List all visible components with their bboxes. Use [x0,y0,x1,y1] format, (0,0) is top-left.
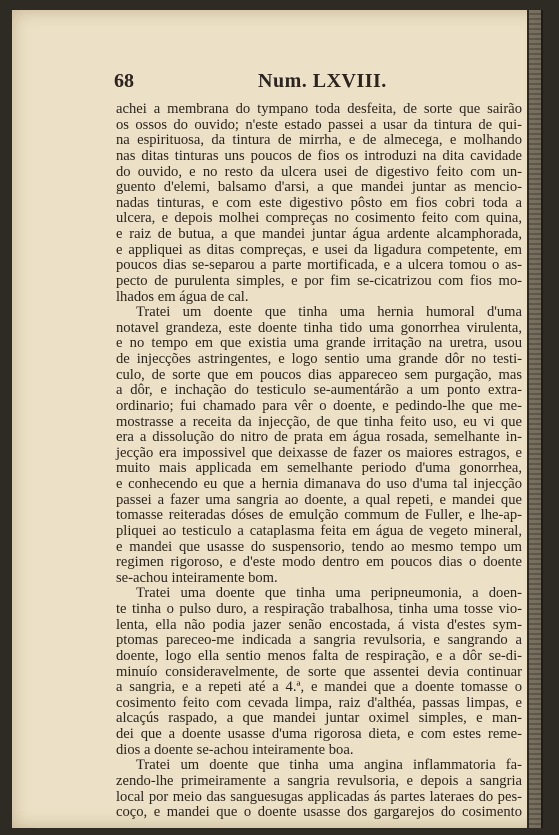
text-line: ordinario; fui chamado para vêr o doente, e pedindo-lhe que me- [116,397,522,414]
text-line: te tinha o pulso duro, a respiração trabalhosa, tinha uma tosse vio- [116,601,522,617]
book-page [12,10,543,828]
text-line: e appliquei as ditas compreças, e usei da ligadura competente, em [116,241,522,258]
text-line: passei a fazer uma sangria ao doente, a qual repeti, e mandei que [116,491,522,508]
page-number: 68 [114,70,134,92]
text-line: pliquei ao testiculo a cataplasma feita em água de vegeto mineral, [116,522,522,539]
paragraph [116,758,522,821]
text-line: a sangria, e a repeti até a 4.ª, e mandei que a doente tomasse o [116,679,522,696]
running-head: Num. LXVIII. [258,70,387,92]
text-line: de injecções astringentes, e logo sentio uma grande dôr no testi- [116,351,522,367]
text-line: mostrasse a receita da injecção, de que tinha feito uso, eu vi que [116,413,522,430]
text-line: lenta, ella não podia jazer senão encostada, á vista d'estes sym- [116,616,522,633]
text-line: notavel grandeza, este doente tinha tido uma gonorrhea virulenta, [116,319,522,336]
text-line: culo, de sorte que em poucos dias appareceo sem purgação, mas [116,366,522,383]
text-line: minuío consideravelmente, de sorte que assentei devia continuar [116,663,522,680]
page-header [114,70,414,100]
text-line: alcaçús raspado, a que mandei juntar oximel simples, e man- [116,710,522,727]
text-line: regimen rigoroso, e d'este modo dentro em poucos dias o doente [116,554,522,571]
text-line: ptomas pareceo-me indicada a sangria revulsoria, e sangrando a [116,632,522,649]
text-line: achei a membrana do tympano toda desfeita, de sorte que sairão [116,101,522,117]
text-line: na espirituosa, da tintura de mirrha, e de almecega, e molhando [116,132,522,149]
text-line: lhados em água de cal. [116,288,249,305]
text-line: a dôr, e inchação do testiculo se-aumentárão a um ponto extra- [116,382,522,399]
paragraph [116,305,522,586]
text-line: se-achou inteiramente bom. [116,569,278,586]
text-line: local por meio das sanguesugas applicadas ás partes lateraes do pes- [116,788,522,805]
text-line: e no tempo em que existia uma grande irritação na uretra, usou [116,335,522,352]
text-line: jecção era impossivel que deixasse de fazer os maiores estragos, e [116,444,522,461]
text-line: muito mais applicada em semelhante periodo d'uma gonorrhea, [116,460,522,477]
text-line: e mandei que usasse do suspensorio, tendo ao mesmo tempo um [116,538,522,555]
text-line: pecto de purulenta simples, e por fim se-cicatrizou com fios mo- [116,272,522,289]
text-line: tomasse reiteradas dóses de emulção commum de Fuller, e lhe-ap- [116,507,522,524]
paragraph [116,586,522,758]
text-line: Tratei um doente que tinha uma angina inflammatoria fa- [136,757,522,774]
text-line: guento d'elemi, balsamo d'arsi, a que mandei juntar as mencio- [116,179,522,196]
text-line: Tratei um doente que tinha uma hernia humoral d'uma [136,304,522,321]
text-line: do ouvido, e no resto da ulcera usei de digestivo feito com un- [116,163,522,180]
text-line: doente, logo ella sentio menos falta de respiração, e a dôr se-di- [116,647,522,664]
paragraph [116,102,522,305]
text-line: dios a doente se-achou inteiramente boa. [116,741,354,758]
text-line: ulcera, e depois molhei compreças no cosimento feito com quina, [116,210,522,227]
body-text [116,102,522,821]
text-line: e conhecendo eu que a hernia dimanava do uso d'uma tal injecção [116,476,522,492]
text-line: cosimento feito com cevada limpa, raiz d'althéa, passas limpas, e [116,694,522,711]
text-line: coço, e mandei que o doente usasse dos gargarejos do cosimento [116,804,522,821]
page-edge-strip [529,10,541,828]
text-line: os ossos do ouvido; n'este estado passei a usar da tintura de qui- [116,116,522,133]
text-line: era a dissolução do nitro de prata em água rosada, semelhante in- [116,429,522,446]
text-line: poucos dias se-separou a parte mortificada, e a ulcera tomou o as- [116,257,522,274]
text-line: dei que a doente usasse d'uma rigorosa dieta, e com estes reme- [116,726,522,742]
text-line: nadas tinturas, e com este digestivo pôsto em fios cobri toda a [116,194,522,211]
text-line: Tratei uma doente que tinha uma peripneumonia, a doen- [136,585,522,602]
text-line: e raiz de butua, a que mandei juntar água ardente alcamphorada, [116,226,522,242]
text-line: zendo-lhe primeiramente a sangria revulsoria, e depois a sangria [116,772,522,789]
text-line: nas ditas tinturas uns poucos de fios os introduzi na dita cavidade [116,147,522,164]
